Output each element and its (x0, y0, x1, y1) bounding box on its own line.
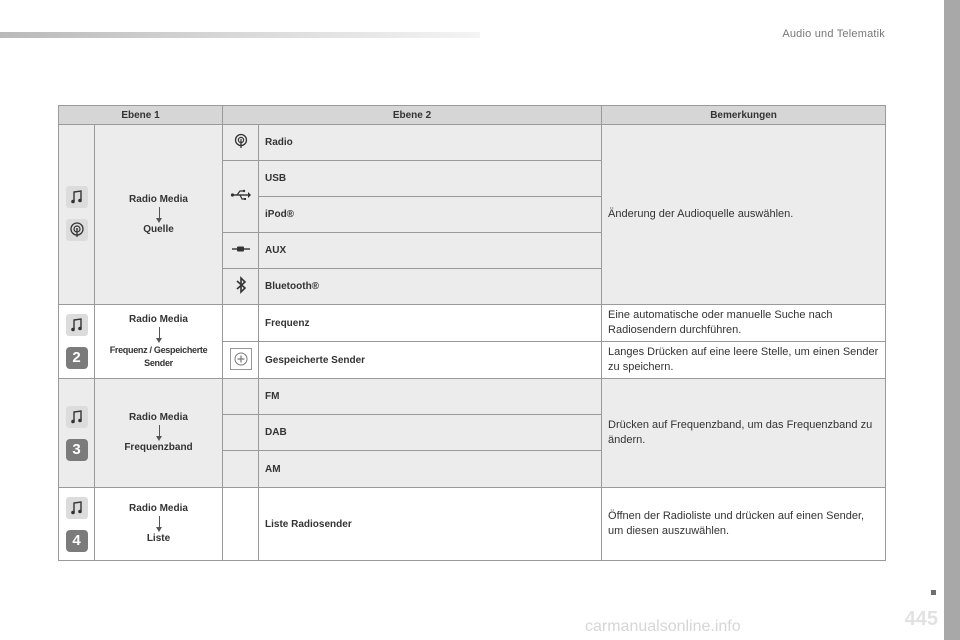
column-header-ebene2: Ebene 2 (223, 106, 602, 125)
arrow-down-icon (95, 515, 222, 533)
level1-cell (95, 379, 223, 488)
group-icons-cell (59, 125, 95, 305)
table-row (59, 125, 886, 161)
level1-top-label: Radio Media (129, 313, 188, 325)
table-row (59, 379, 886, 415)
usb-icon (230, 189, 252, 204)
level1-top-label: Radio Media (129, 503, 188, 514)
level1-top-label: Radio Media (129, 193, 188, 205)
group-icons-cell (59, 305, 95, 379)
header-gradient-bar (0, 32, 480, 38)
music-note-icon (66, 186, 88, 208)
item-icon-cell (223, 451, 259, 488)
bluetooth-icon (235, 276, 247, 297)
level2-label: USB (259, 161, 602, 197)
item-icon-cell (223, 161, 259, 233)
music-note-icon (66, 314, 88, 336)
step-number-badge: 3 (66, 439, 88, 461)
music-note-icon (66, 406, 88, 428)
group-icons-cell (59, 379, 95, 488)
level1-bottom-label: Liste (146, 533, 171, 544)
level1-bottom-label: Quelle (143, 223, 174, 235)
item-icon-cell (223, 233, 259, 269)
remark-cell: Langes Drücken auf eine leere Stelle, um einen Sender zu speichern. (602, 342, 886, 379)
arrow-down-icon (95, 206, 222, 224)
level1-cell (95, 488, 223, 561)
level1-cell (95, 305, 223, 379)
level1-cell (95, 125, 223, 305)
remark-cell: Drücken auf Frequenzband, um das Frequenzband zu ändern. (602, 379, 886, 488)
column-header-bemerkungen: Bemerkungen (602, 106, 886, 125)
table-row (59, 488, 886, 561)
level2-label: iPod® (259, 197, 602, 233)
group-icons-cell (59, 488, 95, 561)
side-bar (944, 0, 960, 640)
level2-label: Frequenz (259, 305, 602, 342)
remark-cell: Öffnen der Radioliste und drücken auf einen Sender, um diesen auszuwählen. (602, 488, 886, 561)
level2-label: Gespeicherte Sender (259, 342, 602, 379)
column-header-ebene1: Ebene 1 (59, 106, 223, 125)
level2-label: Liste Radiosender (259, 488, 602, 561)
step-number-badge: 4 (66, 530, 88, 552)
page-marker (931, 590, 936, 595)
level2-label: AUX (259, 233, 602, 269)
arrow-down-icon (95, 326, 222, 344)
level2-label: DAB (259, 415, 602, 451)
page-number: 445 (904, 608, 938, 630)
section-title: Audio und Telematik (782, 28, 885, 40)
radio-icon (66, 219, 88, 241)
level2-label: FM (259, 379, 602, 415)
level2-label: Radio (259, 125, 602, 161)
watermark: carmanualsonline.info (585, 618, 741, 635)
menu-table (58, 105, 886, 561)
item-icon-cell (223, 305, 259, 342)
level2-label: Bluetooth® (259, 269, 602, 305)
arrow-down-icon (95, 424, 222, 442)
level1-bottom-label: Frequenz / Gespeicherte Sender (109, 344, 208, 368)
aux-icon (231, 244, 251, 257)
table-row (59, 305, 886, 342)
remark-cell: Eine automatische oder manuelle Suche nach Radiosendern durchführen. (602, 305, 886, 342)
item-icon-cell (223, 125, 259, 161)
level1-top-label: Radio Media (129, 412, 188, 423)
music-note-icon (66, 497, 88, 519)
level1-bottom-label: Frequenzband (124, 442, 193, 453)
item-icon-cell (223, 379, 259, 415)
table-header-row (59, 106, 886, 125)
item-icon-cell (223, 488, 259, 561)
step-number-badge: 2 (66, 347, 88, 369)
favorite-add-icon (230, 348, 252, 370)
radio-icon (232, 132, 250, 153)
item-icon-cell (223, 269, 259, 305)
level2-label: AM (259, 451, 602, 488)
item-icon-cell (223, 415, 259, 451)
item-icon-cell (223, 342, 259, 379)
remark-cell: Änderung der Audioquelle auswählen. (602, 125, 886, 305)
